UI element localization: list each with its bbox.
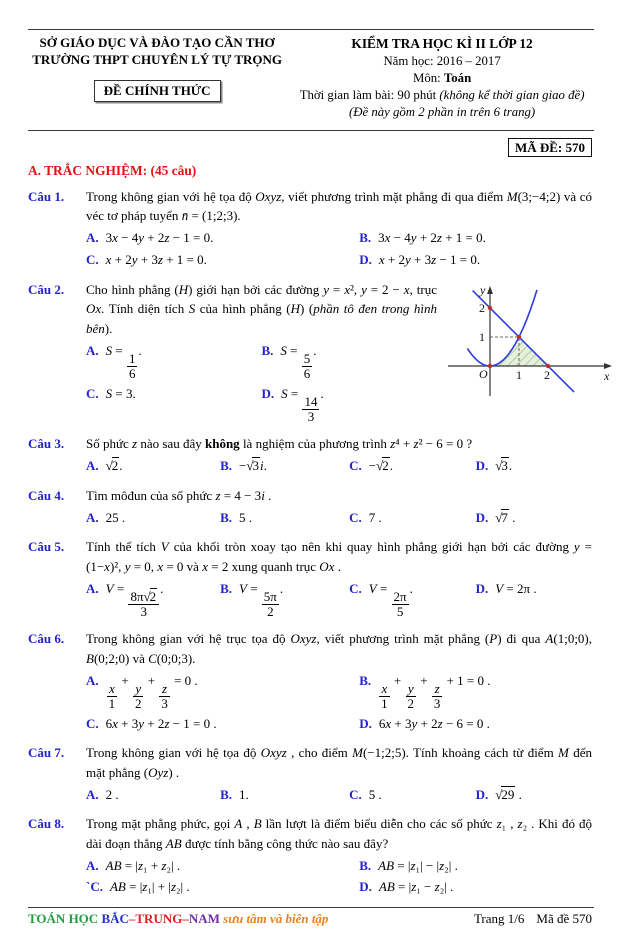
fraction: $\frac{8\pi√2}{3}$ [128,590,159,620]
option-a [86,456,220,478]
option-b [359,670,592,713]
school-year: Năm học: 2016 – 2017 [383,53,501,68]
question-text: Tính thể tích V của khối tròn xoay tạo nên khi quay hình phẳng giới hạn bởi các đường y = (1−x)², y = 0, x = 0 và x = 2 xung quanh trục Ox . [86,539,592,574]
option-text: V = $\frac{8\pi√2}{3}$ . [105,580,164,620]
question-3 [28,434,592,477]
option-a [86,670,359,713]
option-letter: C. [349,509,362,525]
option-text: AB = |z₁ − z₂| . [378,879,454,895]
option-text: V = $\frac{5\pi}{2}$ . [239,580,284,620]
question-text: Cho hình phẳng (H) giới hạn bởi các đường y = x², y = 2 − x, trục Ox. Tính diện tích S của hình phẳng (H) (phần tô đen trong hình bên). [86,281,437,336]
y-tick-1: 1 [479,329,485,344]
option-letter: B. [220,509,232,525]
line-curve [473,290,574,392]
option-text: 3x − 4y + 2z + 1 = 0. [378,230,486,246]
time-line [288,87,596,104]
option-a [86,784,220,806]
question-text: Trong không gian với hệ tọa độ Oxyz , cho điểm M(−1;2;5). Tính khoảng cách từ điểm M đến mặt phẳng (Oyz) . [86,745,593,780]
footer-credit-segment: –TRUNG– [128,910,189,926]
option-letter: D. [475,509,489,525]
fraction: $\frac{y}{2}$ [407,680,414,712]
sqrt: √2 [105,458,119,474]
option-letter: D. [261,385,275,401]
exam-code-row [0,131,622,158]
option-c [349,578,476,621]
option-d [476,578,592,621]
time-note: (không kể thời gian giao đề) [439,87,585,102]
option-letter: `C. [86,879,103,895]
option-text: $\frac{x}{1}$ + $\frac{y}{2}$ + $\frac{z}{3}$ = 0 . [108,672,198,712]
option-text: 7 . [368,509,382,525]
option-letter: A. [86,458,99,474]
question-number: Câu 6. [28,631,65,647]
option-text: 6x + 3y + 2z − 6 = 0 . [378,715,490,731]
fraction: $\frac{x}{1}$ [381,680,388,712]
option-text: 25 . [105,509,126,525]
option-letter: C. [349,580,362,596]
time-text: Thời gian làm bài: 90 phút [299,87,440,102]
pages-note: (Đề này gồm 2 phần in trên 6 trang) [348,104,536,119]
footer-credit-segment: sưu tầm và biên tập [223,910,329,926]
option-c [349,507,476,529]
exam-title: KIỂM TRA HỌC KÌ II LỚP 12 [351,36,533,51]
option-b [262,340,438,383]
option-letter: D. [359,715,372,731]
y-axis-label: y [480,282,486,297]
option-letter: C. [349,458,362,474]
option-d [476,456,592,478]
question-row [28,814,592,853]
footer-credit-segment: NAM [188,910,224,926]
option-letter: A. [86,342,99,358]
option-letter: A. [86,857,99,873]
sqrt: √2 [143,588,157,604]
question-5 [28,537,592,621]
question-text: Trong không gian với hệ trục tọa độ Oxyz, viết phương trình mặt phẳng (P) đi qua A(1;0;0), B(0;2;0) và C(0;0;3). [86,631,593,666]
option-text: √3. [495,458,513,474]
option-letter: A. [86,786,99,802]
section-title: A. TRẮC NGHIỆM: (45 câu) [28,162,197,178]
option-text: V = $\frac{2\pi}{5}$ . [368,580,413,620]
header [0,30,622,130]
question-1 [28,187,592,272]
question-8 [28,814,592,899]
options [86,578,592,621]
option-b [220,456,349,478]
option-letter: C. [86,715,99,731]
option-letter: B. [261,342,274,358]
option-letter: D. [359,252,372,268]
option-letter: D. [475,580,489,596]
sqrt: √7 [495,509,508,525]
question-row [28,629,592,668]
question-row [28,743,592,782]
department-name: SỞ GIÁO DỤC VÀ ĐÀO TẠO CẦN THƠ [39,35,275,50]
question-number: Câu 4. [28,487,65,503]
question-2 [28,280,610,427]
option-d [359,250,592,272]
fraction: $\frac{z}{3}$ [433,680,441,712]
sqrt: √3 [246,458,259,474]
school-name: TRƯỜNG THPT CHUYÊN LÝ TỰ TRỌNG [32,51,282,67]
x-tick-1: 1 [516,367,522,382]
fraction: $\frac{z}{3}$ [161,680,168,712]
option-text: √29 . [495,786,522,802]
question-figure [440,280,616,398]
option-text: $\frac{x}{1}$ + $\frac{y}{2}$ + $\frac{z}{3}$ + 1 = 0 . [381,672,491,712]
option-text: −√3i. [239,458,267,474]
option-text: x + 2y + 3z + 1 = 0. [105,252,207,268]
option-d [476,784,592,806]
option-letter: B. [359,672,372,688]
question-number: Câu 1. [28,188,65,204]
option-text: 5 . [239,509,252,525]
point-0-2 [488,305,492,309]
options [86,855,592,899]
options [86,507,592,529]
footer-credit-segment: BẮC [101,910,129,926]
origin-label: O [479,366,488,381]
fraction: $\frac{5\pi}{2}$ [263,588,277,620]
question-text: Trong mặt phẳng phức, gọi A , B lần lượt là điểm biểu diễn cho các số phức z₁ , z₂ . Khi đó độ dài đoạn thẳng AB được tính bằng công thức nào sau đây? [86,816,592,851]
y-axis-arrow [487,286,493,294]
question-number: Câu 2. [28,281,65,297]
sqrt: √2 [376,458,389,474]
footer [0,908,622,941]
option-text: AB = |z₁ + z₂| . [105,857,181,873]
options [86,456,592,478]
point-1-1 [517,334,521,338]
option-letter: D. [475,458,489,474]
option-d [476,507,592,529]
options [86,670,592,735]
subject-line [288,70,596,87]
option-text: 3x − 4y + 2z − 1 = 0. [105,230,214,246]
option-text: −√2. [368,458,393,474]
question-6 [28,629,592,735]
y-tick-2: 2 [479,300,485,315]
option-letter: B. [359,230,372,246]
header-school-block [26,35,288,121]
option-text: S = $\frac{5}{6}$ . [280,342,317,382]
option-text: AB = |z₁| + |z₂| . [109,879,190,895]
subject-name: Toán [443,70,472,85]
option-a [86,578,220,621]
footer-credit-segment: TOÁN HỌC [28,910,102,926]
sqrt: √29 [495,786,515,802]
option-d [359,877,592,899]
questions-list [0,187,622,907]
question-number: Câu 7. [28,745,65,761]
option-text: √7 . [495,509,516,525]
option-text: √2. [105,458,123,474]
exam-code-box: MÃ ĐỀ: 570 [508,138,592,157]
option-text: S = 3. [105,385,136,401]
option-letter: B. [220,786,232,802]
question-number: Câu 3. [28,436,65,452]
question-number: Câu 8. [28,816,65,832]
option-c [86,383,262,426]
question-number: Câu 5. [28,539,65,555]
option-d [262,383,438,426]
fraction: $\frac{x}{1}$ [108,680,116,712]
option-a [86,507,220,529]
fraction: $\frac{y}{2}$ [134,680,142,712]
question-row [28,537,592,576]
option-text: AB = |z₁| − |z₂| . [378,857,458,873]
question-row [28,280,437,339]
option-b [220,784,349,806]
option-letter: C. [86,252,99,268]
subject-label: Môn: [412,70,444,85]
option-text: S = $\frac{1}{6}$ . [105,342,142,382]
option-letter: D. [475,786,489,802]
question-7 [28,743,592,806]
option-letter: A. [86,509,99,525]
footer-page-info [462,911,592,927]
question-4 [28,486,592,529]
footer-exam-code: Mã đề 570 [536,910,592,926]
option-letter: C. [349,786,362,802]
fraction: $\frac{5}{6}$ [303,350,311,382]
option-text: S = $\frac{14}{3}$ . [281,385,324,425]
question-text: Trong không gian với hệ tọa độ Oxyz, viết phương trình mặt phẳng đi qua điểm M(3;−4;2) và có véc tơ pháp tuyến n̄ = (1;2;3). [86,188,592,224]
options [86,228,592,272]
option-c [86,713,359,735]
shaded-region [490,337,548,366]
option-b [220,578,349,621]
fraction: $\frac{14}{3}$ [304,393,318,425]
question-text: Tìm môđun của số phức z = 4 − 3i . [86,487,272,503]
question-row [28,187,592,226]
option-b [220,507,349,529]
option-c [86,250,359,272]
fraction: $\frac{1}{6}$ [128,350,136,382]
page-number: Trang 1/6 [473,910,525,926]
question-row [28,434,592,454]
option-text: 2 . [105,786,119,802]
option-text: 6x + 3y + 2z − 1 = 0 . [105,715,217,731]
x-axis-label: x [604,368,610,383]
option-text: V = 2π . [495,580,537,596]
option-b [359,228,592,250]
option-d [359,713,592,735]
option-c [349,784,476,806]
option-a [86,340,262,383]
option-c [86,877,359,899]
options [86,784,592,806]
option-letter: B. [220,458,232,474]
option-letter: B. [220,580,232,596]
header-exam-block [288,35,596,121]
option-letter: D. [359,879,372,895]
official-exam-box: ĐỀ CHÍNH THỨC [94,80,221,102]
options [86,340,437,426]
footer-credit [28,911,328,927]
option-text: 5 . [368,786,382,802]
option-letter: A. [86,230,99,246]
option-letter: B. [359,857,372,873]
option-letter: C. [86,385,99,401]
option-letter: A. [86,672,99,688]
option-text: 1. [239,786,249,802]
sqrt: √3 [495,458,508,474]
option-text: x + 2y + 3z − 1 = 0. [378,252,481,268]
footer-wrap [0,907,622,941]
option-a [86,228,359,250]
point-origin [488,363,492,367]
option-c [349,456,476,478]
question-row [28,486,592,506]
fraction: $\frac{2\pi}{5}$ [393,588,407,620]
option-a [86,855,359,877]
option-b [359,855,592,877]
x-tick-2: 2 [544,367,550,382]
question-text: Số phức z nào sau đây không là nghiệm của phương trình z⁴ + z² − 6 = 0 ? [86,436,473,452]
option-letter: A. [86,580,99,596]
